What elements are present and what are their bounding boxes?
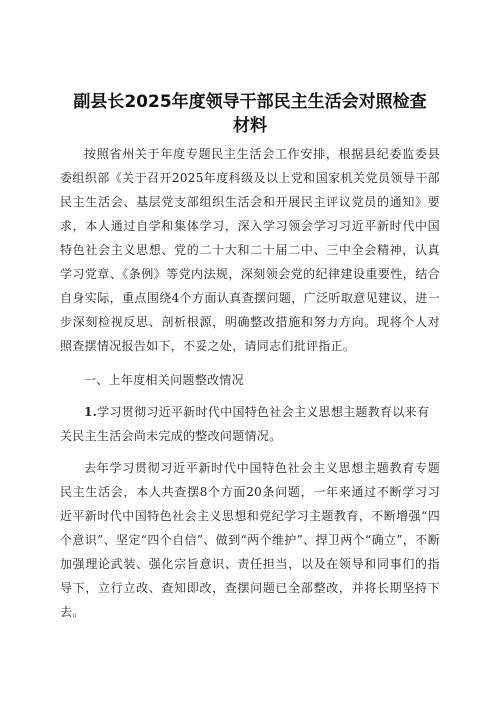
spacer [60,448,440,456]
spacer [60,358,440,368]
item-number: 1. [84,405,98,419]
spacer [60,392,440,400]
document-title-line-1: 副县长2025年度领导干部民主生活会对照检查 [73,92,427,112]
item-text: 学习贯彻习近平新时代中国特色社会主义思想主题教育以来有关民主生活会尚未完成的整改问题情况。 [60,405,430,443]
intro-paragraph: 按照省州关于年度专题民主生活会工作安排，根据县纪委监委县委组织部《关于召开2025年度科级及以上党和国家机关党员领导干部民主生活会、基层党支部组织生活会和开展民主评议党员的通知》要求，本人通过自学和集体学习，深入学习领会学习习近平新时代中国特色社会主义思想、党的二十大和二十届二中、三中全会精神，认真学习党章、《条例》等党内法规，深刻领会党的纪律建设重要性，结合自身实际，重点围绕4个方面认真查摆问题，广泛听取意见建议，进一步深刻检视反思、剖析根源，明确整改措施和努力方向。现将个人对照查摆情况报告如下，不妥之处，请同志们批评指正。 [60,147,440,353]
section-heading: 一、上年度相关问题整改情况 [84,373,244,387]
numbered-item [60,400,440,448]
document-body [60,142,440,624]
body-paragraph: 去年学习贯彻习近平新时代中国特色社会主义思想主题教育专题民主生活会，本人共查摆8个方面20条问题，一年来通过不断学习习近平新时代中国特色社会主义思想和党纪学习主题教育，不断增强“四个意识”、坚定“四个自信”、做到“两个维护”、捍卫两个“确立”，不断加强理论武装、强化宗旨意识、责任担当，以及在领导和同事们的指导下，立行立改、查知即改，查摆问题已全部整改，并将长期坚持下去。 [60,461,440,619]
document-title-line-2: 材料 [233,116,267,136]
